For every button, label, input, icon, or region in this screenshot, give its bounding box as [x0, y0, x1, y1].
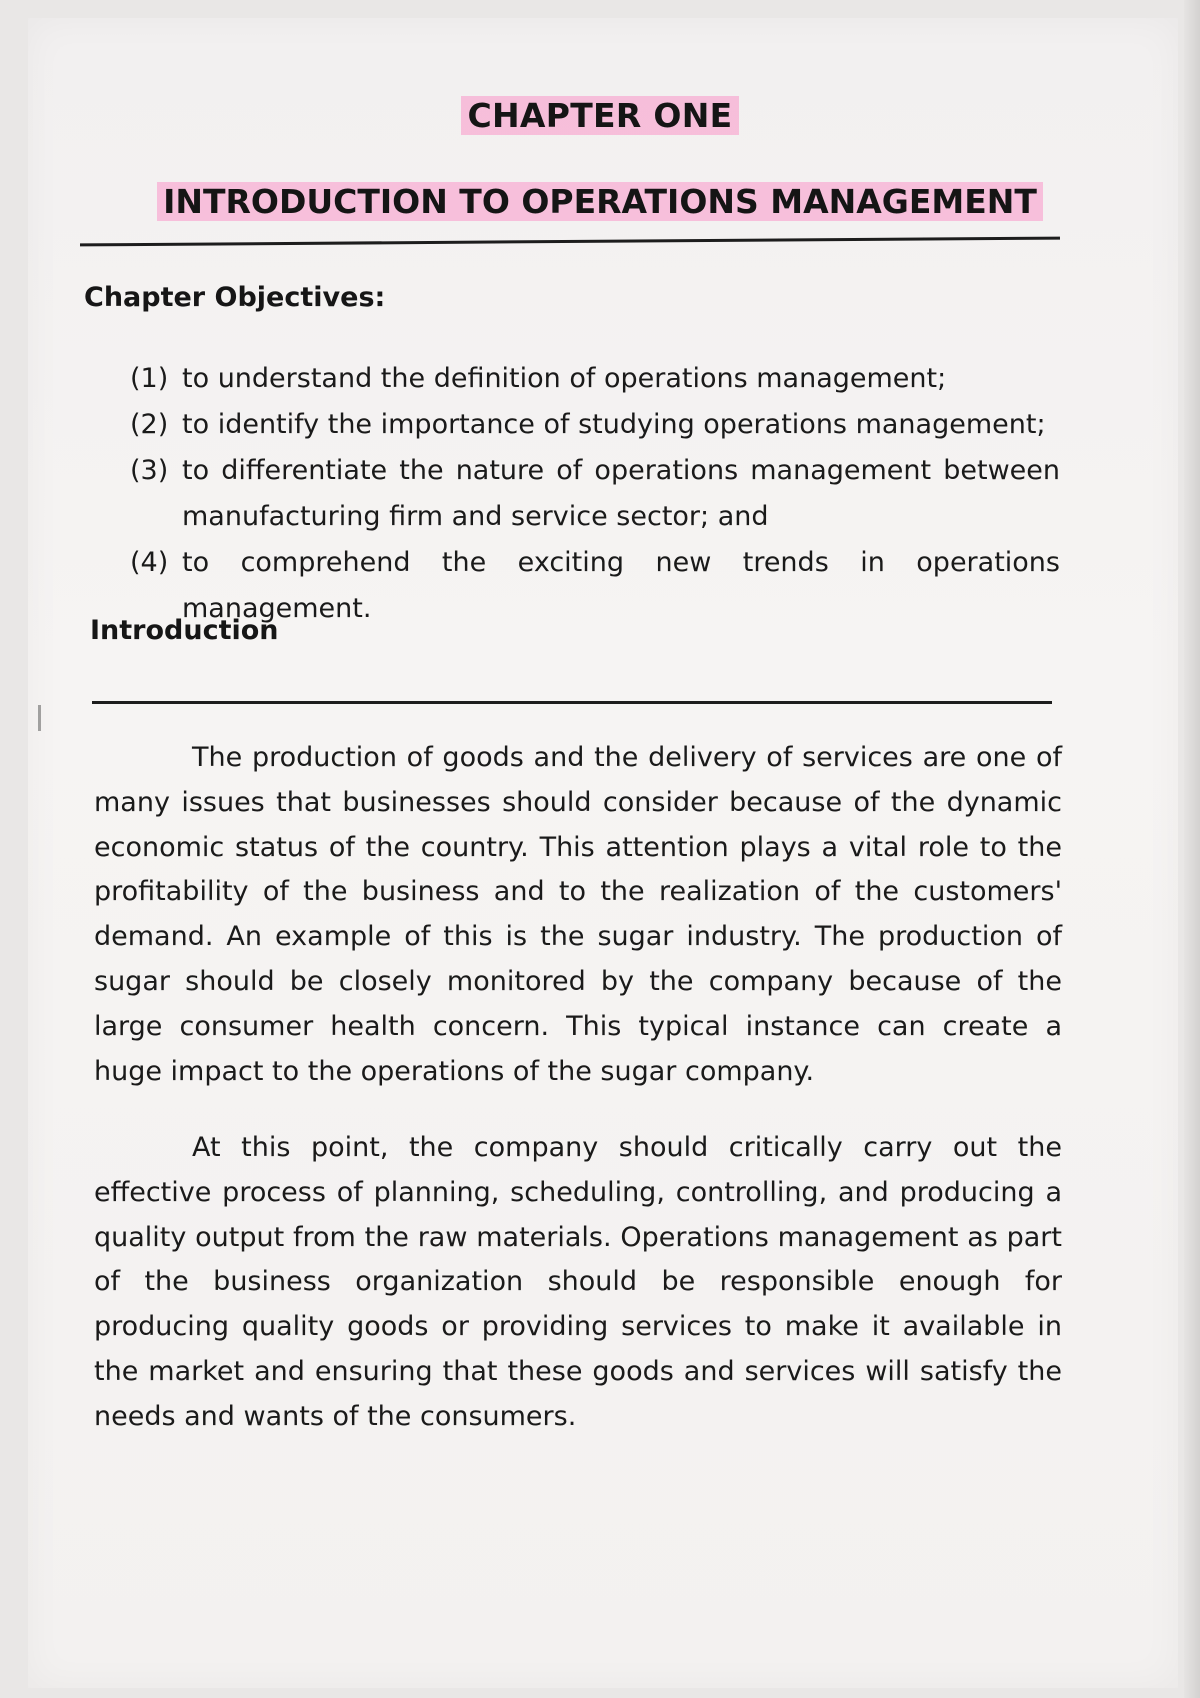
introduction-heading: Introduction: [90, 615, 279, 646]
objective-number: (4): [130, 547, 169, 578]
introduction-divider: [92, 701, 1052, 704]
objective-number: (1): [130, 363, 169, 394]
objective-text: to differentiate the nature of operations management between manufacturing firm and service sector; and: [182, 455, 1060, 532]
objective-number: (3): [130, 455, 169, 486]
objective-item: [130, 402, 1060, 448]
objective-item: [130, 356, 1060, 402]
page-edge-shadow: [1184, 0, 1200, 1698]
introduction-paragraph-2: At this point, the company should critically carry out the effective process of planning, scheduling, controlling, and producing a quality output from the raw materials. Operations management as part of the business organization should be responsible enough for producing quality goods or providing services to make it available in the market and ensuring that these goods and services will satisfy the needs and wants of the consumers.: [94, 1132, 1062, 1432]
objective-number: (2): [130, 409, 169, 440]
objective-text: to comprehend the exciting new trends in operations management.: [182, 547, 1060, 624]
introduction-paragraph-1: The production of goods and the delivery of services are one of many issues that businesses should consider because of the dynamic economic status of the country. This attention plays a vital role to the profitability of the business and to the realization of the customers' demand. An example of this is the sugar industry. The production of sugar should be closely monitored by the company because of the large consumer health concern. This typical instance can create a huge impact to the operations of the sugar company.: [94, 742, 1062, 1087]
objective-item: [130, 448, 1060, 540]
objectives-list: [130, 356, 1060, 632]
chapter-label: CHAPTER ONE: [461, 96, 738, 135]
chapter-title-row: [0, 182, 1200, 221]
objective-text: to understand the definition of operations management;: [182, 363, 947, 394]
margin-pen-mark: [38, 705, 41, 731]
chapter-label-row: [0, 96, 1200, 135]
objectives-heading: Chapter Objectives:: [84, 282, 386, 313]
objective-text: to identify the importance of studying operations management;: [182, 409, 1046, 440]
chapter-title: INTRODUCTION TO OPERATIONS MANAGEMENT: [157, 182, 1043, 221]
